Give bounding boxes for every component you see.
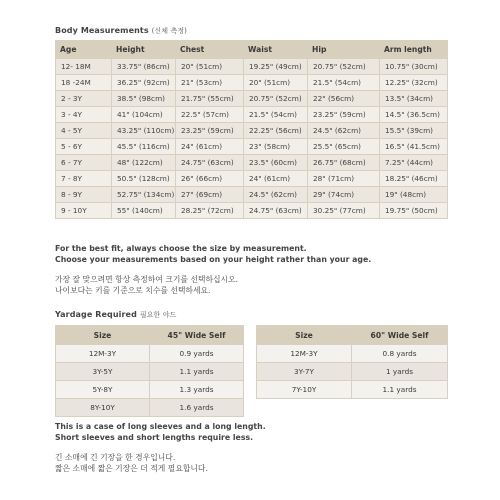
- table-row: [56, 59, 448, 75]
- table-header-row: [56, 41, 448, 59]
- cell-chest: 28.25" (72cm): [176, 203, 244, 219]
- column-header-size: Size: [56, 326, 150, 345]
- cell-age: 4 - 5Y: [56, 123, 112, 139]
- cell-age: 18 -24M: [56, 75, 112, 91]
- cell-height: 45.5" (116cm): [112, 139, 176, 155]
- cell-chest: 27" (69cm): [176, 187, 244, 203]
- table-row: [257, 345, 448, 363]
- table-row: [56, 381, 244, 399]
- cell-arm-length: 15.5" (39cm): [380, 123, 448, 139]
- fit-note-ko-2: 나이보다는 키를 기준으로 치수를 선택하세요.: [55, 286, 211, 295]
- cell-arm-length: 13.5" (34cm): [380, 91, 448, 107]
- body-measurements-title-ko: (신체 측정): [151, 27, 188, 35]
- cell-chest: 23.25" (59cm): [176, 123, 244, 139]
- cell-waist: 24.75" (63cm): [244, 203, 308, 219]
- yardage-title: [55, 310, 176, 320]
- fit-note-ko-1: 가장 잘 맞으려면 항상 측정하여 크기를 선택하십시오.: [55, 275, 239, 284]
- yardage-title-en: Yardage Required: [55, 310, 137, 319]
- body-measurements-title: [55, 26, 187, 36]
- cell-yards: 0.8 yards: [352, 345, 448, 363]
- cell-height: 38.5" (98cm): [112, 91, 176, 107]
- column-header-arm-length: Arm length: [380, 41, 448, 59]
- cell-size: 3Y-5Y: [56, 363, 150, 381]
- cell-waist: 22.25" (56cm): [244, 123, 308, 139]
- cell-size: 12M-3Y: [56, 345, 150, 363]
- cell-yards: 1.6 yards: [150, 399, 244, 417]
- cell-chest: 24" (61cm): [176, 139, 244, 155]
- fit-note-en-1: For the best fit, always choose the size by measurement.: [55, 244, 307, 253]
- cell-height: 52.75" (134cm): [112, 187, 176, 203]
- sleeve-note-ko-2: 짧은 소매에 짧은 기장은 더 적게 필요합니다.: [55, 464, 208, 473]
- cell-chest: 21.75" (55cm): [176, 91, 244, 107]
- cell-waist: 23" (58cm): [244, 139, 308, 155]
- cell-hip: 23.25" (59cm): [308, 107, 380, 123]
- cell-chest: 20" (51cm): [176, 59, 244, 75]
- cell-height: 50.5" (128cm): [112, 171, 176, 187]
- cell-height: 43.25" (110cm): [112, 123, 176, 139]
- cell-age: 3 - 4Y: [56, 107, 112, 123]
- column-header-height: Height: [112, 41, 176, 59]
- cell-hip: 25.5" (65cm): [308, 139, 380, 155]
- cell-arm-length: 16.5" (41.5cm): [380, 139, 448, 155]
- cell-age: 6 - 7Y: [56, 155, 112, 171]
- cell-waist: 19.25" (49cm): [244, 59, 308, 75]
- cell-size: 12M-3Y: [257, 345, 352, 363]
- cell-hip: 30.25" (77cm): [308, 203, 380, 219]
- cell-waist: 23.5" (60cm): [244, 155, 308, 171]
- cell-waist: 24.5" (62cm): [244, 187, 308, 203]
- cell-arm-length: 7.25" (44cm): [380, 155, 448, 171]
- fit-note-en-2: Choose your measurements based on your height rather than your age.: [55, 255, 372, 264]
- cell-yards: 1.1 yards: [352, 381, 448, 399]
- cell-hip: 26.75" (68cm): [308, 155, 380, 171]
- yardage-45-table: [55, 325, 244, 417]
- table-row: [56, 203, 448, 219]
- column-header-size: Size: [257, 326, 352, 345]
- table-row: [257, 363, 448, 381]
- column-header-waist: Waist: [244, 41, 308, 59]
- cell-arm-length: 19" (48cm): [380, 187, 448, 203]
- body-measurements-table: [55, 40, 448, 219]
- body-measurements-title-en: Body Measurements: [55, 26, 149, 35]
- table-row: [56, 171, 448, 187]
- table-row: [56, 187, 448, 203]
- cell-hip: 28" (71cm): [308, 171, 380, 187]
- cell-arm-length: 18.25" (46cm): [380, 171, 448, 187]
- cell-chest: 24.75" (63cm): [176, 155, 244, 171]
- cell-waist: 20.75" (52cm): [244, 91, 308, 107]
- cell-chest: 22.5" (57cm): [176, 107, 244, 123]
- column-header-age: Age: [56, 41, 112, 59]
- cell-hip: 21.5" (54cm): [308, 75, 380, 91]
- sleeve-note-en-1: This is a case of long sleeves and a long length.: [55, 422, 266, 431]
- table-row: [257, 381, 448, 399]
- cell-age: 9 - 10Y: [56, 203, 112, 219]
- table-header-row: [56, 326, 244, 345]
- table-row: [56, 91, 448, 107]
- cell-age: 7 - 8Y: [56, 171, 112, 187]
- column-header-45-wide: 45" Wide Self: [150, 326, 244, 345]
- cell-hip: 20.75" (52cm): [308, 59, 380, 75]
- table-row: [56, 363, 244, 381]
- cell-age: 8 - 9Y: [56, 187, 112, 203]
- table-row: [56, 399, 244, 417]
- cell-size: 8Y-10Y: [56, 399, 150, 417]
- cell-chest: 21" (53cm): [176, 75, 244, 91]
- cell-height: 36.25" (92cm): [112, 75, 176, 91]
- cell-yards: 0.9 yards: [150, 345, 244, 363]
- cell-age: 12- 18M: [56, 59, 112, 75]
- cell-age: 5 - 6Y: [56, 139, 112, 155]
- cell-size: 3Y-7Y: [257, 363, 352, 381]
- column-header-chest: Chest: [176, 41, 244, 59]
- column-header-60-wide: 60" Wide Self: [352, 326, 448, 345]
- cell-arm-length: 19.75" (50cm): [380, 203, 448, 219]
- cell-hip: 22" (56cm): [308, 91, 380, 107]
- cell-yards: 1.3 yards: [150, 381, 244, 399]
- cell-hip: 24.5" (62cm): [308, 123, 380, 139]
- sleeve-note-en-2: Short sleeves and short lengths require less.: [55, 433, 254, 442]
- cell-yards: 1.1 yards: [150, 363, 244, 381]
- yardage-60-table: [256, 325, 448, 399]
- cell-chest: 26" (66cm): [176, 171, 244, 187]
- cell-yards: 1 yards: [352, 363, 448, 381]
- column-header-hip: Hip: [308, 41, 380, 59]
- cell-age: 2 - 3Y: [56, 91, 112, 107]
- cell-arm-length: 10.75" (30cm): [380, 59, 448, 75]
- table-row: [56, 345, 244, 363]
- cell-size: 5Y-8Y: [56, 381, 150, 399]
- table-row: [56, 107, 448, 123]
- table-header-row: [257, 326, 448, 345]
- cell-waist: 20" (51cm): [244, 75, 308, 91]
- table-row: [56, 75, 448, 91]
- cell-size: 7Y-10Y: [257, 381, 352, 399]
- cell-height: 55" (140cm): [112, 203, 176, 219]
- cell-height: 48" (122cm): [112, 155, 176, 171]
- yardage-title-ko: 필요한 야드: [139, 311, 177, 319]
- table-row: [56, 139, 448, 155]
- cell-height: 41" (104cm): [112, 107, 176, 123]
- table-row: [56, 155, 448, 171]
- cell-hip: 29" (74cm): [308, 187, 380, 203]
- sleeve-note-ko-1: 긴 소매에 긴 기장을 한 경우입니다.: [55, 453, 176, 462]
- cell-arm-length: 12.25" (32cm): [380, 75, 448, 91]
- cell-waist: 24" (61cm): [244, 171, 308, 187]
- cell-waist: 21.5" (54cm): [244, 107, 308, 123]
- cell-height: 33.75" (86cm): [112, 59, 176, 75]
- table-row: [56, 123, 448, 139]
- cell-arm-length: 14.5" (36.5cm): [380, 107, 448, 123]
